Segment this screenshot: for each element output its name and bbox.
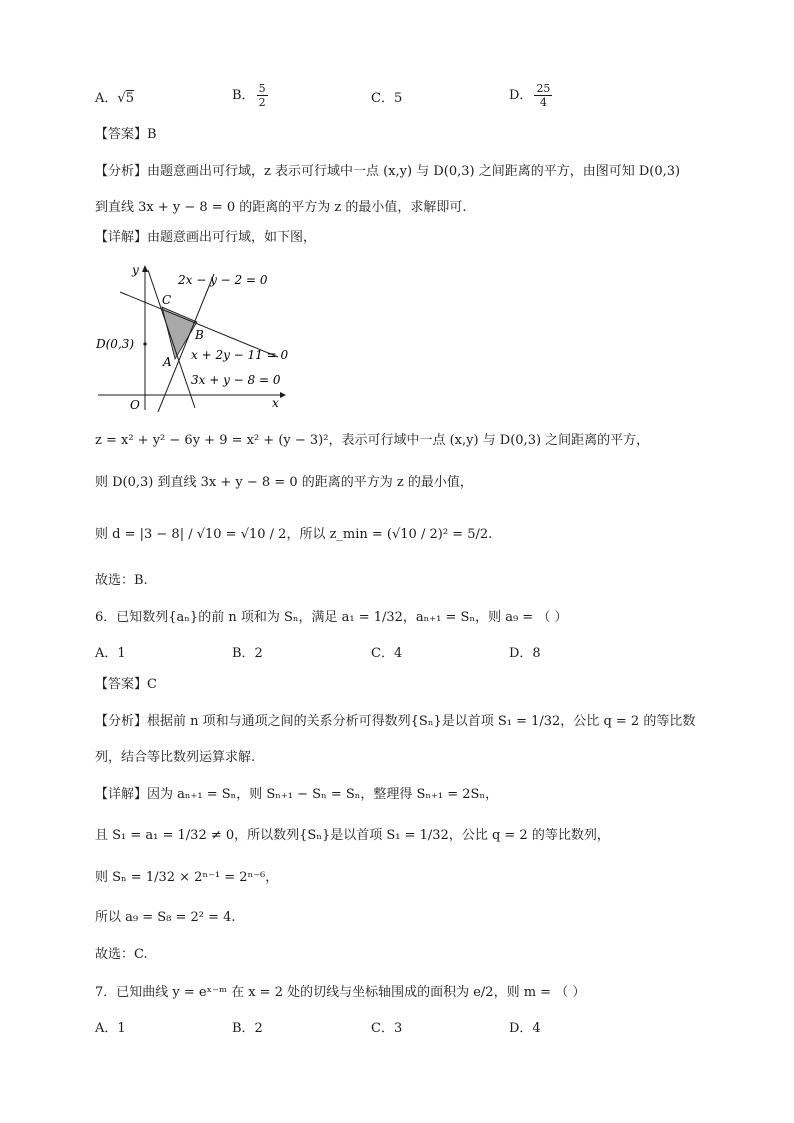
q6-option-a: A．1 [95, 646, 126, 661]
q5-analysis-line-1: 【分析】由题意画出可行域，z 表示可行域中一点 (x,y) 与 D(0,3) 之间距离的平方，由图可知 D(0,3) [95, 164, 681, 179]
q6-question: 6．已知数列{aₙ}的前 n 项和为 Sₙ，满足 a₁ = 1/32，aₙ₊₁ = Sₙ，则 a₉ = （ ） [95, 610, 568, 625]
label-point-c: C [162, 293, 172, 307]
q6-step-3: 则 Sₙ = 1/32 × 2ⁿ⁻¹ = 2ⁿ⁻⁶， [95, 870, 279, 885]
q7-option-b: B．2 [232, 1021, 263, 1036]
q6-option-b: B．2 [232, 646, 263, 661]
q6-analysis-line-1: 【分析】根据前 n 项和与通项之间的关系分析可得数列{Sₙ}是以首项 S₁ = 1/32，公比 q = 2 的等比数 [95, 714, 696, 729]
q5-option-b: B． $\frac{5}{2}$ [232, 82, 266, 109]
q5-step-1: z = x² + y² − 6y + 9 = x² + (y − 3)²，表示可行域中一点 (x,y) 与 D(0,3) 之间距离的平方， [95, 433, 650, 448]
label-3x-y-8: 3x + y − 8 = 0 [191, 373, 281, 387]
label-point-d: D(0,3) [96, 337, 135, 351]
q7-option-c: C．3 [371, 1021, 403, 1036]
q6-analysis-line-2: 列，结合等比数列运算求解. [95, 750, 256, 765]
q6-option-d: D．8 [509, 646, 541, 661]
q7-option-d: D．4 [509, 1021, 541, 1036]
q5-step-4: 故选：B. [95, 573, 148, 588]
q5-option-a: A．√5 [95, 91, 134, 106]
q6-answer: 【答案】C [95, 677, 157, 692]
label-y-axis: y [132, 263, 139, 277]
feasible-region-figure [92, 262, 292, 412]
q5-analysis-line-2: 到直线 3x + y − 8 = 0 的距离的平方为 z 的最小值，求解即可. [95, 200, 467, 215]
y-axis-arrow [142, 265, 148, 272]
q5-option-c: C．5 [371, 91, 403, 106]
q7-question: 7．已知曲线 y = eˣ⁻ᵐ 在 x = 2 处的切线与坐标轴围成的面积为 e/2，则 m = （ ） [95, 985, 586, 1000]
label-x-2y-11: x + 2y − 11 = 0 [191, 348, 289, 362]
q6-option-c: C．4 [371, 646, 403, 661]
q7-option-a: A．1 [95, 1021, 126, 1036]
point-d [143, 342, 146, 345]
q6-step-1: 【详解】因为 aₙ₊₁ = Sₙ，则 Sₙ₊₁ − Sₙ = Sₙ，整理得 Sₙ₊₁ = 2Sₙ， [95, 787, 499, 802]
q5-step-2: 则 D(0,3) 到直线 3x + y − 8 = 0 的距离的平方为 z 的最小值， [95, 475, 473, 490]
q5-answer: 【答案】B [95, 127, 157, 142]
q5-detail-title: 【详解】由题意画出可行域，如下图， [95, 230, 317, 245]
label-x-axis: x [272, 396, 279, 410]
label-point-b: B [195, 328, 204, 342]
q6-step-2: 且 S₁ = a₁ = 1/32 ≠ 0，所以数列{Sₙ}是以首项 S₁ = 1/32，公比 q = 2 的等比数列， [95, 828, 610, 843]
q6-step-4: 所以 a₉ = S₈ = 2² = 4. [95, 910, 236, 925]
q5-step-3: 则 d = |3 − 8| / √10 = √10 / 2，所以 z_min = (√10 / 2)² = 5/2. [95, 527, 493, 542]
x-axis-arrow [280, 392, 286, 398]
q5-option-d: D． $\frac{25}{4}$ [509, 82, 551, 109]
label-origin: O [130, 398, 140, 412]
label-2x-y-2: 2x − y − 2 = 0 [178, 273, 268, 287]
label-point-a: A [163, 355, 172, 369]
q6-step-5: 故选：C. [95, 947, 148, 962]
